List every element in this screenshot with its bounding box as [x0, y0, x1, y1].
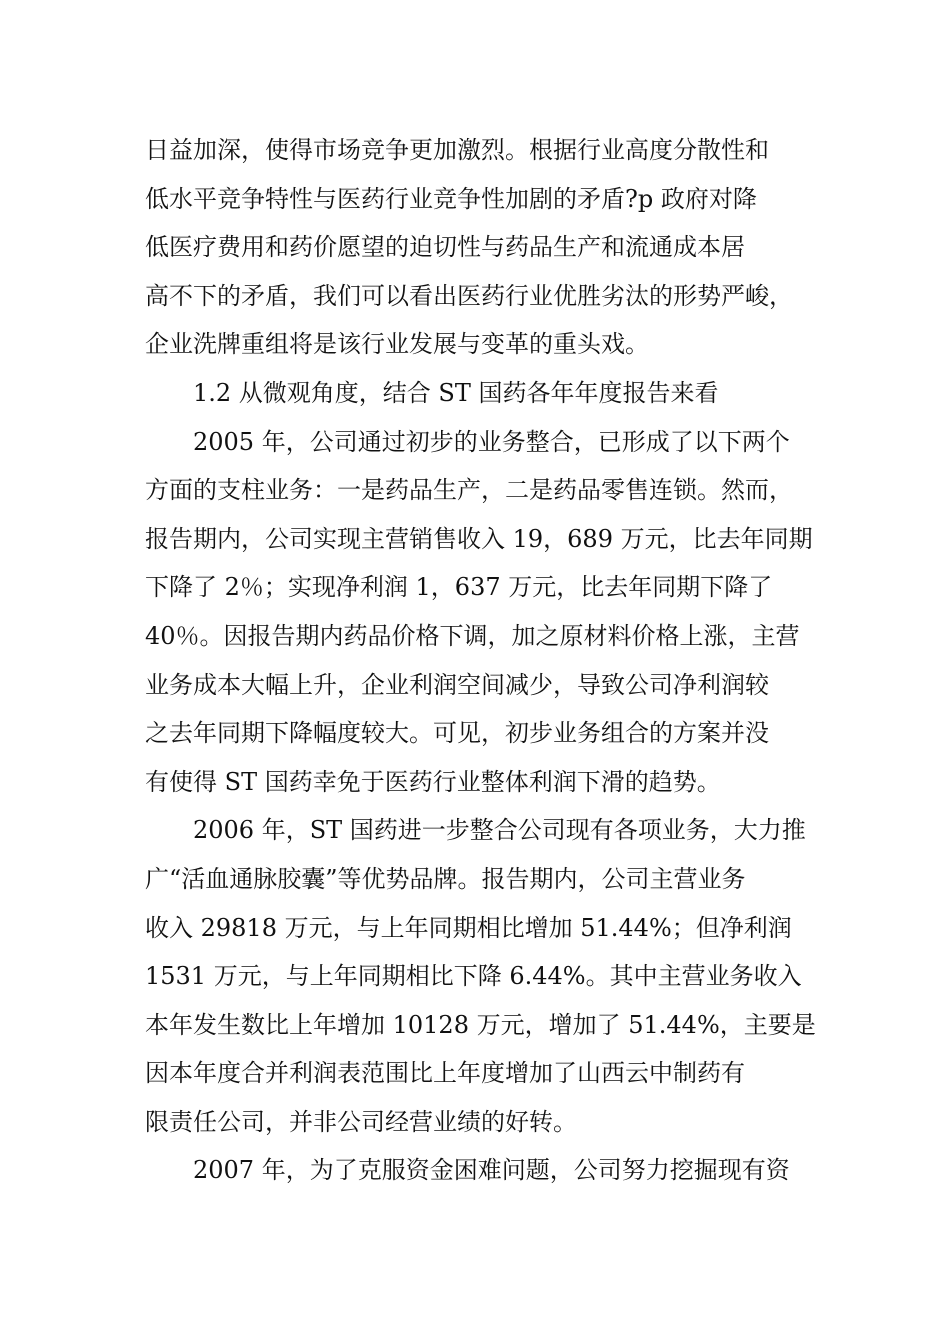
text-line: 1531 万元，与上年同期相比下降 6.44%。其中主营业务收入 — [145, 962, 802, 991]
text-line: 收入 29818 万元，与上年同期相比增加 51.44%；但净利润 — [145, 913, 792, 942]
text-line: 日益加深，使得市场竞争更加激烈。根据行业高度分散性和 — [145, 136, 769, 164]
body-text — [145, 126, 825, 1195]
paragraph-start-2007: 2007 年，为了克服资金困难问题，公司努力挖掘现有资 — [193, 1156, 790, 1185]
section-heading: 1.2 从微观角度，结合 ST 国药各年年度报告来看 — [193, 378, 719, 407]
text-line: 企业洗牌重组将是该行业发展与变革的重头戏。 — [145, 330, 649, 359]
text-line: 本年发生数比上年增加 10128 万元，增加了 51.44%，主要是 — [145, 1010, 816, 1039]
paragraph-start-2005: 2005 年，公司通过初步的业务整合，已形成了以下两个 — [193, 427, 790, 456]
text-line: 低医疗费用和药价愿望的迫切性与药品生产和流通成本居 — [145, 233, 745, 262]
text-line: 限责任公司，并非公司经营业绩的好转。 — [145, 1107, 577, 1136]
text-line: 业务成本大幅上升，企业利润空间减少，导致公司净利润较 — [145, 670, 769, 699]
text-line: 40％。因报告期内药品价格下调，加之原材料价格上涨，主营 — [145, 621, 800, 650]
text-line: 因本年度合并利润表范围比上年度增加了山西云中制药有 — [145, 1059, 745, 1088]
text-line: 之去年同期下降幅度较大。可见，初步业务组合的方案并没 — [145, 719, 769, 748]
text-line: 方面的支柱业务：一是药品生产，二是药品零售连锁。然而， — [145, 476, 793, 505]
text-line: 高不下的矛盾，我们可以看出医药行业优胜劣汰的形势严峻， — [145, 281, 793, 310]
text-line: 有使得 ST 国药幸免于医药行业整体利润下滑的趋势。 — [145, 767, 721, 796]
text-line: 广“活血通脉胶囊”等优势品牌。报告期内，公司主营业务 — [145, 864, 746, 893]
paragraph-start-2006: 2006 年，ST 国药进一步整合公司现有各项业务，大力推 — [193, 816, 806, 845]
text-line: 低水平竞争特性与医药行业竞争性加剧的矛盾?p 政府对降 — [145, 184, 757, 213]
text-line: 下降了 2％；实现净利润 1，637 万元，比去年同期下降了 — [145, 573, 773, 602]
text-line: 报告期内，公司实现主营销售收入 19，689 万元，比去年同期 — [145, 524, 813, 553]
